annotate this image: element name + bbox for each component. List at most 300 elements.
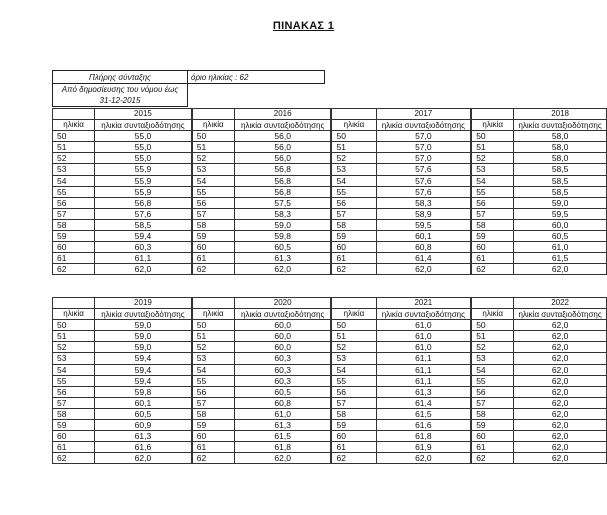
header-box	[52, 70, 325, 107]
retirement-age-cell: 59,4	[95, 231, 192, 242]
table-row	[53, 131, 192, 142]
retirement-age-cell: 62,0	[514, 420, 607, 431]
table-row	[332, 242, 471, 253]
table-row	[192, 242, 331, 253]
age-cell: 54	[332, 175, 376, 186]
age-column-header: ηλικία	[332, 120, 376, 131]
age-cell: 61	[472, 253, 514, 264]
age-cell: 58	[53, 219, 95, 230]
retirement-age-cell: 58,5	[514, 164, 607, 175]
table-row	[332, 408, 471, 419]
table-row	[472, 453, 607, 464]
retirement-age-cell: 61,1	[95, 253, 192, 264]
year-label: 2018	[514, 109, 607, 120]
year-table-2021	[331, 297, 471, 464]
age-cell: 56	[53, 197, 95, 208]
retirement-age-cell: 60,3	[234, 353, 331, 364]
age-cell: 58	[192, 408, 234, 419]
age-column-header: ηλικία	[192, 309, 234, 320]
year-table-2016	[192, 108, 332, 275]
retirement-age-cell: 57,0	[376, 131, 471, 142]
retirement-age-cell: 59,5	[376, 219, 471, 230]
retirement-age-cell: 60,8	[234, 397, 331, 408]
table-row	[332, 164, 471, 175]
age-cell: 50	[472, 320, 514, 331]
retirement-age-cell: 61,8	[234, 442, 331, 453]
age-cell: 60	[192, 431, 234, 442]
retirement-age-cell: 62,0	[514, 342, 607, 353]
table-row	[192, 175, 331, 186]
age-column-header: ηλικία	[53, 309, 95, 320]
retirement-age-cell: 55,0	[95, 153, 192, 164]
table-row	[332, 264, 471, 275]
age-cell: 52	[192, 153, 234, 164]
table-row	[332, 219, 471, 230]
age-cell: 58	[472, 408, 514, 419]
age-cell: 52	[53, 153, 95, 164]
table-row	[472, 153, 607, 164]
table-row	[472, 197, 607, 208]
table-row	[332, 331, 471, 342]
table-row	[192, 320, 331, 331]
age-cell: 54	[192, 175, 234, 186]
age-cell: 51	[472, 331, 514, 342]
age-cell: 52	[332, 153, 376, 164]
table-row	[332, 320, 471, 331]
table-row	[192, 253, 331, 264]
retirement-age-cell: 60,5	[95, 408, 192, 419]
retirement-age-cell: 61,5	[234, 431, 331, 442]
retirement-age-cell: 61,1	[376, 375, 471, 386]
table-row	[472, 264, 607, 275]
table-row	[192, 442, 331, 453]
table-row	[192, 186, 331, 197]
table-row	[332, 153, 471, 164]
retirement-age-cell: 59,8	[234, 231, 331, 242]
table-row	[332, 386, 471, 397]
retirement-age-cell: 57,0	[376, 153, 471, 164]
age-cell: 50	[192, 320, 234, 331]
year-table-2018	[471, 108, 607, 275]
table-row	[53, 453, 192, 464]
age-cell: 58	[472, 219, 514, 230]
age-column-header: ηλικία	[332, 309, 376, 320]
age-cell: 58	[332, 219, 376, 230]
age-cell: 53	[192, 164, 234, 175]
table-row	[332, 175, 471, 186]
age-column-header: ηλικία	[192, 120, 234, 131]
retirement-age-cell: 55,9	[95, 175, 192, 186]
table-row	[53, 375, 192, 386]
table-row	[332, 197, 471, 208]
age-cell: 62	[53, 264, 95, 275]
table-row	[472, 208, 607, 219]
table-row	[53, 320, 192, 331]
retirement-age-cell: 61,5	[376, 408, 471, 419]
age-cell: 60	[192, 242, 234, 253]
bottom-tables-block	[52, 297, 607, 464]
table-row	[53, 342, 192, 353]
retirement-age-cell: 57,6	[376, 186, 471, 197]
retirement-age-cell: 61,8	[376, 431, 471, 442]
age-cell: 51	[53, 331, 95, 342]
retirement-age-cell: 58,3	[376, 197, 471, 208]
retirement-age-cell: 62,0	[514, 264, 607, 275]
retirement-age-cell: 58,3	[234, 208, 331, 219]
retirement-age-cell: 62,0	[376, 453, 471, 464]
retirement-age-cell: 61,3	[95, 431, 192, 442]
age-cell: 54	[53, 175, 95, 186]
table-row	[472, 431, 607, 442]
retirement-age-cell: 61,6	[95, 442, 192, 453]
table-row	[472, 186, 607, 197]
retirement-age-cell: 62,0	[514, 320, 607, 331]
table-row	[332, 342, 471, 353]
retirement-age-cell: 61,3	[376, 386, 471, 397]
table-row	[472, 142, 607, 153]
age-cell: 54	[332, 364, 376, 375]
age-cell: 55	[332, 375, 376, 386]
table-row	[192, 453, 331, 464]
retirement-age-cell: 61,4	[376, 253, 471, 264]
age-cell: 50	[332, 131, 376, 142]
age-cell: 51	[192, 331, 234, 342]
age-cell: 59	[472, 420, 514, 431]
table-row	[192, 375, 331, 386]
table-row	[192, 231, 331, 242]
table-row	[192, 431, 331, 442]
table-row	[472, 320, 607, 331]
age-cell: 59	[53, 420, 95, 431]
age-cell: 50	[472, 131, 514, 142]
retirement-age-cell: 62,0	[514, 442, 607, 453]
retirement-age-cell: 62,0	[514, 331, 607, 342]
coef-column-header: ηλικία συνταξιοδότησης	[514, 120, 607, 131]
table-row	[332, 364, 471, 375]
full-career-label: Πλήρης σύνταξης	[53, 71, 188, 84]
top-tables-block	[52, 108, 607, 275]
age-cell: 53	[53, 353, 95, 364]
retirement-age-cell: 58,0	[514, 142, 607, 153]
retirement-age-cell: 61,4	[376, 397, 471, 408]
age-cell: 62	[53, 453, 95, 464]
age-cell: 54	[192, 364, 234, 375]
table-row	[192, 420, 331, 431]
age-cell: 51	[472, 142, 514, 153]
age-cell: 52	[332, 342, 376, 353]
retirement-age-cell: 57,6	[95, 208, 192, 219]
age-cell: 56	[472, 386, 514, 397]
table-row	[332, 397, 471, 408]
year-table-2017	[331, 108, 471, 275]
age-cell: 61	[332, 253, 376, 264]
table-row	[53, 186, 192, 197]
age-limit-label: όριο ηλικίας : 62	[188, 71, 325, 84]
age-cell: 54	[472, 364, 514, 375]
table-row	[192, 364, 331, 375]
table-row	[472, 131, 607, 142]
coef-column-header: ηλικία συνταξιοδότησης	[514, 309, 607, 320]
retirement-age-cell: 60,3	[234, 375, 331, 386]
retirement-age-cell: 59,0	[514, 197, 607, 208]
age-cell: 51	[53, 142, 95, 153]
retirement-age-cell: 56,8	[234, 186, 331, 197]
age-cell: 57	[332, 208, 376, 219]
table-row	[472, 375, 607, 386]
table-row	[472, 242, 607, 253]
age-cell: 53	[192, 353, 234, 364]
retirement-age-cell: 61,0	[514, 242, 607, 253]
age-cell: 51	[332, 331, 376, 342]
retirement-age-cell: 57,6	[376, 164, 471, 175]
table-row	[192, 131, 331, 142]
table-row	[472, 408, 607, 419]
table-row	[472, 420, 607, 431]
retirement-age-cell: 62,0	[234, 453, 331, 464]
retirement-age-cell: 59,5	[514, 208, 607, 219]
age-cell: 62	[472, 264, 514, 275]
age-cell: 60	[53, 242, 95, 253]
age-cell: 60	[332, 431, 376, 442]
table-row	[472, 231, 607, 242]
table-row	[472, 364, 607, 375]
retirement-age-cell: 56,0	[234, 153, 331, 164]
age-cell: 50	[53, 131, 95, 142]
age-cell: 57	[332, 397, 376, 408]
table-row	[472, 442, 607, 453]
retirement-age-cell: 61,1	[376, 353, 471, 364]
retirement-age-cell: 55,9	[95, 164, 192, 175]
table-row	[53, 442, 192, 453]
table-row	[53, 175, 192, 186]
year-label: 2017	[376, 109, 471, 120]
table-row	[472, 386, 607, 397]
age-cell: 59	[53, 231, 95, 242]
retirement-age-cell: 60,5	[234, 386, 331, 397]
coef-column-header: ηλικία συνταξιοδότησης	[234, 309, 331, 320]
age-cell: 57	[472, 208, 514, 219]
retirement-age-cell: 60,0	[234, 331, 331, 342]
table-row	[192, 397, 331, 408]
table-row	[53, 153, 192, 164]
age-cell: 53	[472, 164, 514, 175]
table-row	[192, 353, 331, 364]
age-cell: 62	[472, 453, 514, 464]
retirement-age-cell: 61,5	[514, 253, 607, 264]
age-cell: 55	[472, 375, 514, 386]
year-table-2020	[192, 297, 332, 464]
table-row	[472, 342, 607, 353]
retirement-age-cell: 61,0	[376, 331, 471, 342]
table-row	[53, 386, 192, 397]
retirement-age-cell: 57,6	[376, 175, 471, 186]
age-cell: 53	[332, 164, 376, 175]
retirement-age-cell: 59,0	[95, 342, 192, 353]
retirement-age-cell: 62,0	[95, 264, 192, 275]
age-cell: 61	[192, 442, 234, 453]
coef-column-header: ηλικία συνταξιοδότησης	[95, 120, 192, 131]
table-row	[53, 364, 192, 375]
age-cell: 52	[472, 342, 514, 353]
table-row	[192, 197, 331, 208]
since-law-label: Από δημοσίευσης του νόμου έως 31-12-2015	[53, 84, 188, 107]
age-cell: 57	[192, 397, 234, 408]
retirement-age-cell: 60,0	[514, 219, 607, 230]
table-row	[472, 253, 607, 264]
age-cell: 55	[192, 186, 234, 197]
age-cell: 56	[472, 197, 514, 208]
table-row	[472, 397, 607, 408]
retirement-age-cell: 58,0	[514, 131, 607, 142]
age-cell: 53	[332, 353, 376, 364]
retirement-age-cell: 58,5	[514, 175, 607, 186]
age-column-header: ηλικία	[472, 309, 514, 320]
age-cell: 62	[332, 453, 376, 464]
retirement-age-cell: 62,0	[234, 264, 331, 275]
retirement-age-cell: 59,4	[95, 364, 192, 375]
table-row	[332, 131, 471, 142]
retirement-age-cell: 61,0	[376, 342, 471, 353]
age-cell: 60	[53, 431, 95, 442]
age-cell: 57	[192, 208, 234, 219]
age-cell: 59	[332, 420, 376, 431]
retirement-age-cell: 62,0	[514, 364, 607, 375]
table-row	[192, 264, 331, 275]
retirement-age-cell: 59,4	[95, 375, 192, 386]
retirement-age-cell: 62,0	[514, 397, 607, 408]
coef-column-header: ηλικία συνταξιοδότησης	[95, 309, 192, 320]
age-cell: 51	[332, 142, 376, 153]
retirement-age-cell: 59,8	[95, 386, 192, 397]
table-row	[53, 353, 192, 364]
retirement-age-cell: 56,0	[234, 131, 331, 142]
age-cell: 61	[472, 442, 514, 453]
retirement-age-cell: 62,0	[514, 453, 607, 464]
age-cell: 62	[192, 264, 234, 275]
age-cell: 56	[332, 386, 376, 397]
age-cell: 50	[192, 131, 234, 142]
retirement-age-cell: 60,0	[234, 320, 331, 331]
page-title: ΠΙΝΑΚΑΣ 1	[272, 20, 335, 32]
table-row	[332, 142, 471, 153]
age-cell: 55	[53, 375, 95, 386]
retirement-age-cell: 58,5	[514, 186, 607, 197]
retirement-age-cell: 57,0	[376, 142, 471, 153]
age-cell: 55	[192, 375, 234, 386]
retirement-age-cell: 59,0	[95, 320, 192, 331]
age-cell: 55	[472, 186, 514, 197]
retirement-age-cell: 62,0	[514, 408, 607, 419]
age-cell: 56	[332, 197, 376, 208]
coef-column-header: ηλικία συνταξιοδότησης	[234, 120, 331, 131]
table-row	[472, 331, 607, 342]
age-cell: 60	[332, 242, 376, 253]
age-cell: 61	[332, 442, 376, 453]
table-row	[332, 431, 471, 442]
table-row	[332, 208, 471, 219]
retirement-age-cell: 61,6	[376, 420, 471, 431]
age-cell: 58	[192, 219, 234, 230]
age-cell: 61	[53, 253, 95, 264]
retirement-age-cell: 58,0	[514, 153, 607, 164]
year-label: 2016	[234, 109, 331, 120]
retirement-age-cell: 60,3	[234, 364, 331, 375]
retirement-age-cell: 61,1	[376, 364, 471, 375]
retirement-age-cell: 61,9	[376, 442, 471, 453]
retirement-age-cell: 59,4	[95, 353, 192, 364]
year-label: 2020	[234, 298, 331, 309]
table-row	[53, 331, 192, 342]
table-row	[53, 231, 192, 242]
retirement-age-cell: 56,8	[95, 197, 192, 208]
table-row	[192, 208, 331, 219]
retirement-age-cell: 60,1	[376, 231, 471, 242]
retirement-age-cell: 62,0	[514, 375, 607, 386]
table-row	[192, 219, 331, 230]
table-row	[53, 264, 192, 275]
retirement-age-cell: 61,0	[234, 408, 331, 419]
age-cell: 57	[53, 208, 95, 219]
retirement-age-cell: 61,3	[234, 420, 331, 431]
year-table-2022	[471, 297, 607, 464]
table-row	[53, 420, 192, 431]
age-cell: 55	[53, 186, 95, 197]
age-cell: 60	[472, 431, 514, 442]
age-cell: 58	[332, 408, 376, 419]
table-row	[53, 431, 192, 442]
retirement-age-cell: 55,9	[95, 186, 192, 197]
table-row	[53, 219, 192, 230]
retirement-age-cell: 62,0	[376, 264, 471, 275]
retirement-age-cell: 62,0	[514, 353, 607, 364]
table-row	[53, 197, 192, 208]
retirement-age-cell: 61,0	[376, 320, 471, 331]
year-label: 2022	[514, 298, 607, 309]
age-cell: 52	[53, 342, 95, 353]
retirement-age-cell: 60,0	[234, 342, 331, 353]
retirement-age-cell: 59,0	[234, 219, 331, 230]
age-cell: 50	[332, 320, 376, 331]
age-cell: 62	[332, 264, 376, 275]
retirement-age-cell: 62,0	[514, 431, 607, 442]
table-row	[192, 142, 331, 153]
age-cell: 55	[332, 186, 376, 197]
table-row	[472, 353, 607, 364]
year-label: 2019	[95, 298, 192, 309]
retirement-age-cell: 60,8	[376, 242, 471, 253]
table-row	[332, 375, 471, 386]
retirement-age-cell: 61,3	[234, 253, 331, 264]
age-cell: 54	[53, 364, 95, 375]
retirement-age-cell: 60,5	[514, 231, 607, 242]
table-row	[192, 153, 331, 164]
retirement-age-cell: 60,5	[234, 242, 331, 253]
table-row	[332, 231, 471, 242]
retirement-age-cell: 60,1	[95, 397, 192, 408]
retirement-age-cell: 58,9	[376, 208, 471, 219]
retirement-age-cell: 62,0	[514, 386, 607, 397]
age-cell: 54	[472, 175, 514, 186]
age-cell: 59	[192, 420, 234, 431]
age-cell: 61	[192, 253, 234, 264]
age-cell: 57	[472, 397, 514, 408]
age-cell: 59	[192, 231, 234, 242]
retirement-age-cell: 60,9	[95, 420, 192, 431]
age-cell: 56	[192, 197, 234, 208]
age-cell: 61	[53, 442, 95, 453]
age-cell: 56	[192, 386, 234, 397]
table-row	[332, 186, 471, 197]
